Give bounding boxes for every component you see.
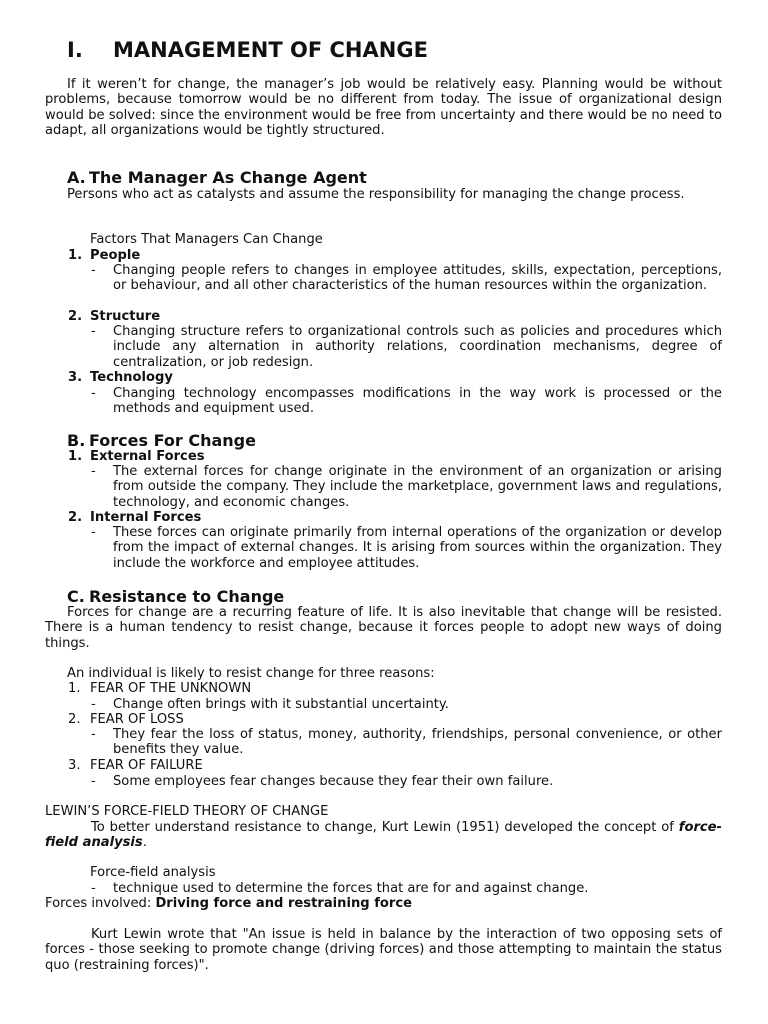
force-bullet-external: - The external forces for change originate in the environment of an organization or arising from outside the company. They include the marketplace, government laws and regulations, technology, and economic changes. [91, 464, 722, 510]
force-bullet-internal: - These forces can originate primarily from internal operations of the organization or develop from the impact of external changes. It is arising from sources within the organization. They include the workforce and employee attitudes. [91, 525, 722, 571]
forces-involved: Forces involved: Driving force and restraining force [45, 896, 412, 911]
force-item-internal: 2. Internal Forces [68, 510, 202, 525]
section-c-letter: C. [67, 587, 85, 606]
factor-bullet-people: - Changing people refers to changes in employee attitudes, skills, expectation, perceptions, or behaviour, and all other characteristics of the human resources within the organization. [91, 263, 722, 294]
section-b-letter: B. [67, 431, 86, 450]
page-title [67, 37, 428, 63]
factor-item-people: 1. People [68, 248, 141, 263]
reason-item-failure: 3. FEAR OF FAILURE [68, 758, 203, 773]
reason-bullet-loss: - They fear the loss of status, money, authority, friendships, personal convenience, or other benefits they value. [91, 727, 722, 758]
reason-bullet-unknown: - Change often brings with it substantial uncertainty. [91, 697, 449, 712]
section-c-title: Resistance to Change [89, 587, 285, 606]
factor-item-structure: 2. Structure [68, 309, 161, 324]
section-c-heading [67, 587, 284, 607]
lewin-paragraph: To better understand resistance to change, Kurt Lewin (1951) developed the concept of force-field analysis. [45, 820, 722, 851]
forces-value: Driving force and restraining force [155, 896, 412, 911]
lewin-heading: LEWIN’S FORCE-FIELD THEORY OF CHANGE [45, 804, 329, 819]
title-text: MANAGEMENT OF CHANGE [113, 38, 428, 62]
section-c-text: Forces for change are a recurring feature of life. It is also inevitable that change will be resisted. There is a human tendency to resist change, because it forces people to adopt new ways of doing things. [45, 605, 722, 651]
section-a-heading [67, 168, 367, 188]
reason-item-unknown: 1. FEAR OF THE UNKNOWN [68, 681, 252, 696]
section-a-text: Persons who act as catalysts and assume the responsibility for managing the change process. [67, 187, 685, 202]
reason-bullet-failure: - Some employees fear changes because they fear their own failure. [91, 774, 554, 789]
reason-item-loss: 2. FEAR OF LOSS [68, 712, 184, 727]
intro-paragraph: If it weren’t for change, the manager’s job would be relatively easy. Planning would be without problems, because tomorrow would be no different from today. The issue of organizational design would be solved: since the environment would be free from uncertainty and there would be no need to adapt, all organizations would be tightly structured. [45, 77, 722, 139]
ffa-bullet: - technique used to determine the forces that are for and against change. [91, 881, 589, 896]
section-b-heading [67, 431, 256, 451]
factor-bullet-structure: - Changing structure refers to organizational controls such as policies and procedures which include any alternation in authority relations, coordination mechanisms, degree of centralization, or job redesign. [91, 324, 722, 370]
force-field-analysis-term: force-field analysis [45, 820, 722, 851]
force-item-external: 1. External Forces [68, 449, 205, 464]
reasons-intro: An individual is likely to resist change for three reasons: [67, 666, 435, 681]
factor-bullet-technology: - Changing technology encompasses modifications in the way work is processed or the methods and equipment used. [91, 386, 722, 417]
title-number: I. [67, 38, 83, 62]
ffa-heading: Force-field analysis [90, 865, 216, 880]
factor-item-technology: 3. Technology [68, 370, 173, 385]
factors-subheading: Factors That Managers Can Change [90, 232, 323, 247]
section-b-title: Forces For Change [89, 431, 256, 450]
section-a-title: The Manager As Change Agent [89, 168, 367, 187]
lewin-quote: Kurt Lewin wrote that "An issue is held in balance by the interaction of two opposing sets of forces - those seeking to promote change (driving forces) and those attempting to maintain the status quo (restraining forces)". [45, 927, 722, 973]
section-a-letter: A. [67, 168, 86, 187]
